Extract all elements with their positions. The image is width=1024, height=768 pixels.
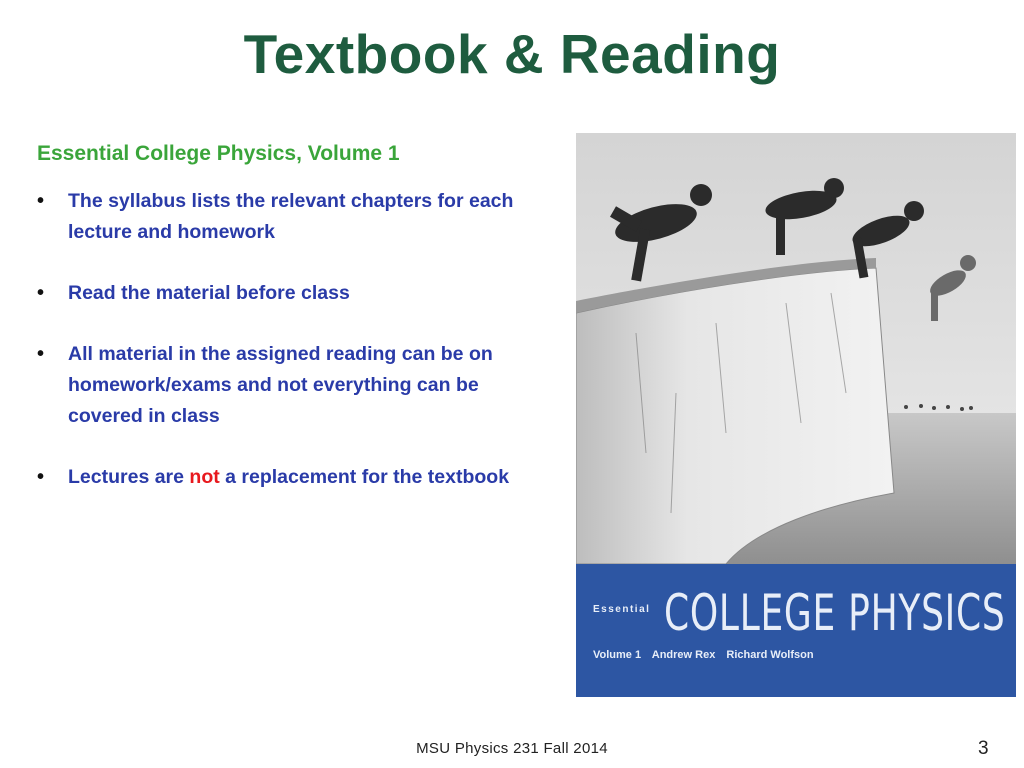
bullet-text-end: a replacement for the textbook <box>219 466 510 488</box>
emphasis-not: not <box>189 466 220 488</box>
bullet-item <box>37 462 557 493</box>
cover-title-band <box>576 564 1016 697</box>
cover-author-2: Richard Wolfson <box>726 649 814 661</box>
page-number: 3 <box>978 738 989 759</box>
footer-text: MSU Physics 231 Fall 2014 <box>416 740 608 757</box>
cover-author-1: Andrew Rex <box>651 649 716 661</box>
cover-volume-authors <box>593 649 822 661</box>
bullet-item: • The syllabus lists the relevant chapters for each lecture and homework <box>37 186 557 248</box>
slide-title: Textbook & Reading <box>243 23 781 85</box>
textbook-cover-image <box>576 133 1016 697</box>
bullet-item: • Read the material before class <box>37 278 557 309</box>
bullet-item: • All material in the assigned reading can be on homework/exams and not everything can be covered in class <box>37 339 557 432</box>
cover-photo <box>576 133 1016 564</box>
cover-main-title: COLLEGE PHYSICS <box>664 584 1006 642</box>
slide-subtitle: Essential College Physics, Volume 1 <box>37 142 400 165</box>
bullet-list <box>37 186 557 523</box>
bullet-text-start: Lectures are <box>68 466 190 488</box>
cover-essential-label: Essential <box>593 604 651 615</box>
parkour-photo-illustration <box>576 133 1016 564</box>
cover-volume: Volume 1 <box>593 649 642 661</box>
